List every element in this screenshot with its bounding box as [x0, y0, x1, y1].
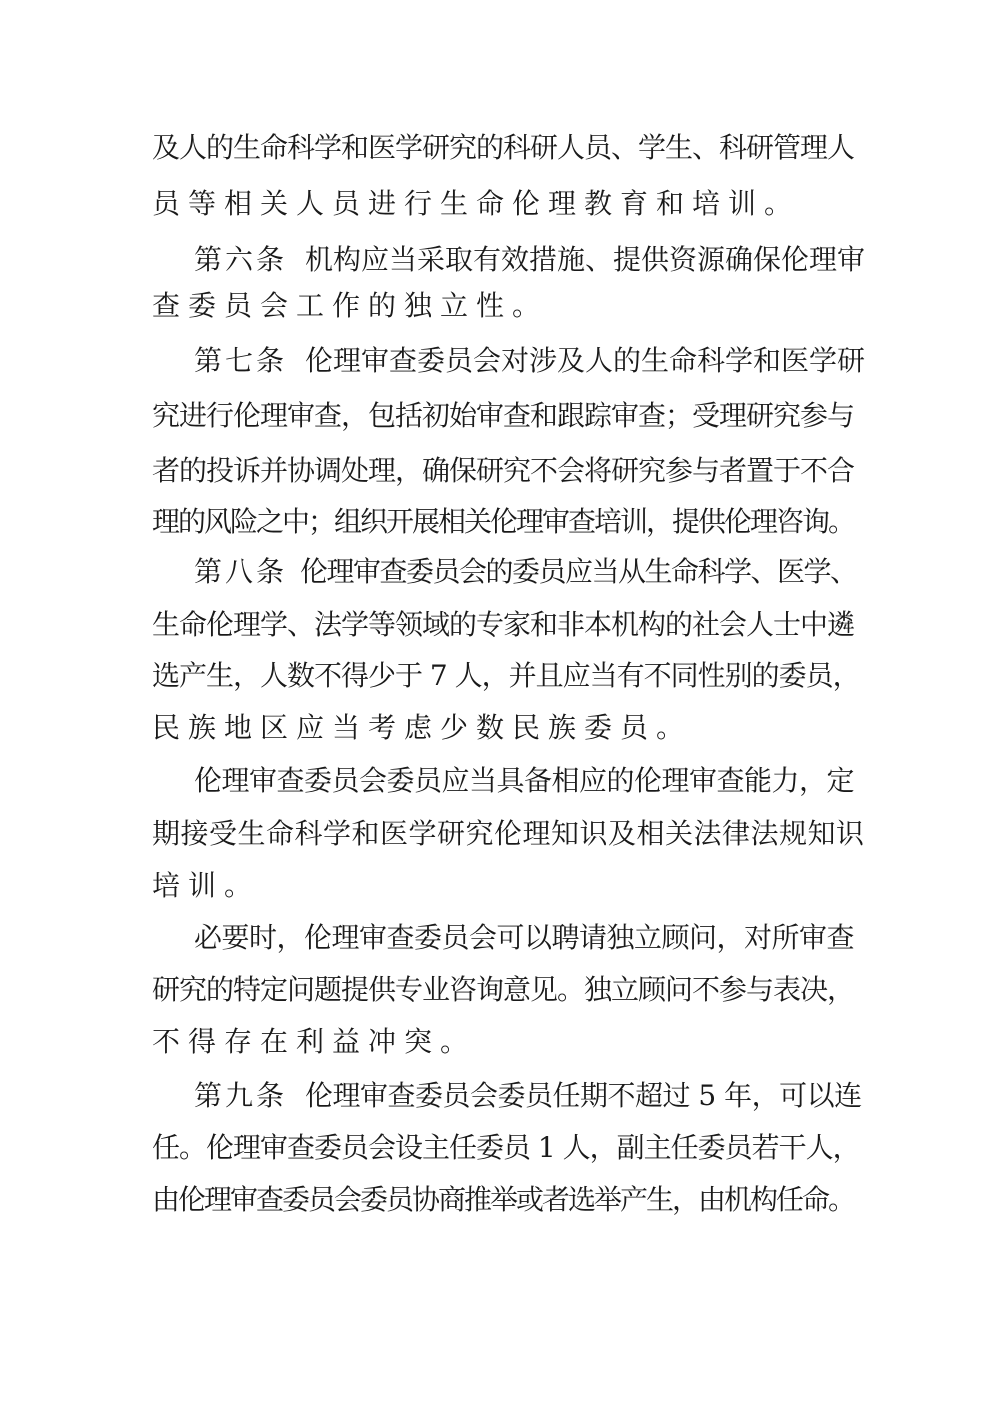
text-line: 究进行伦理审查，包括初始审查和跟踪审查；受理研究参与	[152, 399, 855, 432]
text-line: 理的风险之中；组织开展相关伦理审查培训，提供伦理咨询。	[152, 505, 855, 538]
text-line: 民族地区应当考虑少数民族委员。	[152, 711, 693, 744]
text-line: 及人的生命科学和医学研究的科研人员、学生、科研管理人	[152, 131, 855, 164]
text-line: 伦理审查委员会对涉及人的生命科学和医学研	[305, 344, 866, 377]
text-line: 查委员会工作的独立性。	[152, 289, 549, 322]
text-line: 培训。	[152, 869, 261, 902]
text-line: 伦理审查委员会委员任期不超过 5 年，可以连	[305, 1079, 862, 1112]
text-line: 机构应当采取有效措施、提供资源确保伦理审	[305, 243, 866, 276]
text-line: 任。伦理审查委员会设主任委员 1 人，副主任委员若干人，	[152, 1131, 860, 1164]
article-number: 第九条	[194, 1079, 288, 1112]
text-line: 必要时，伦理审查委员会可以聘请独立顾问，对所审查	[194, 921, 855, 954]
article-number: 第八条	[194, 555, 288, 588]
article-number: 第六条	[194, 243, 288, 276]
text-line: 研究的特定问题提供专业咨询意见。独立顾问不参与表决，	[152, 973, 855, 1006]
text-line: 不得存在利益冲突。	[152, 1025, 477, 1058]
text-line: 员等相关人员进行生命伦理教育和培训。	[152, 187, 801, 220]
text-line: 由伦理审查委员会委员协商推举或者选举产生，由机构任命。	[152, 1183, 855, 1216]
text-line: 者的投诉并协调处理，确保研究不会将研究参与者置于不合	[152, 454, 855, 487]
text-line: 生命伦理学、法学等领域的专家和非本机构的社会人士中遴	[152, 608, 855, 641]
article-number: 第七条	[194, 344, 288, 377]
text-line: 伦理审查委员会委员应当具备相应的伦理审查能力，定	[194, 764, 855, 797]
text-line: 选产生，人数不得少于 7 人，并且应当有不同性别的委员，	[152, 659, 860, 692]
text-line: 伦理审查委员会的委员应当从生命科学、医学、	[300, 555, 857, 588]
text-line: 期接受生命科学和医学研究伦理知识及相关法律法规知识	[152, 817, 865, 850]
